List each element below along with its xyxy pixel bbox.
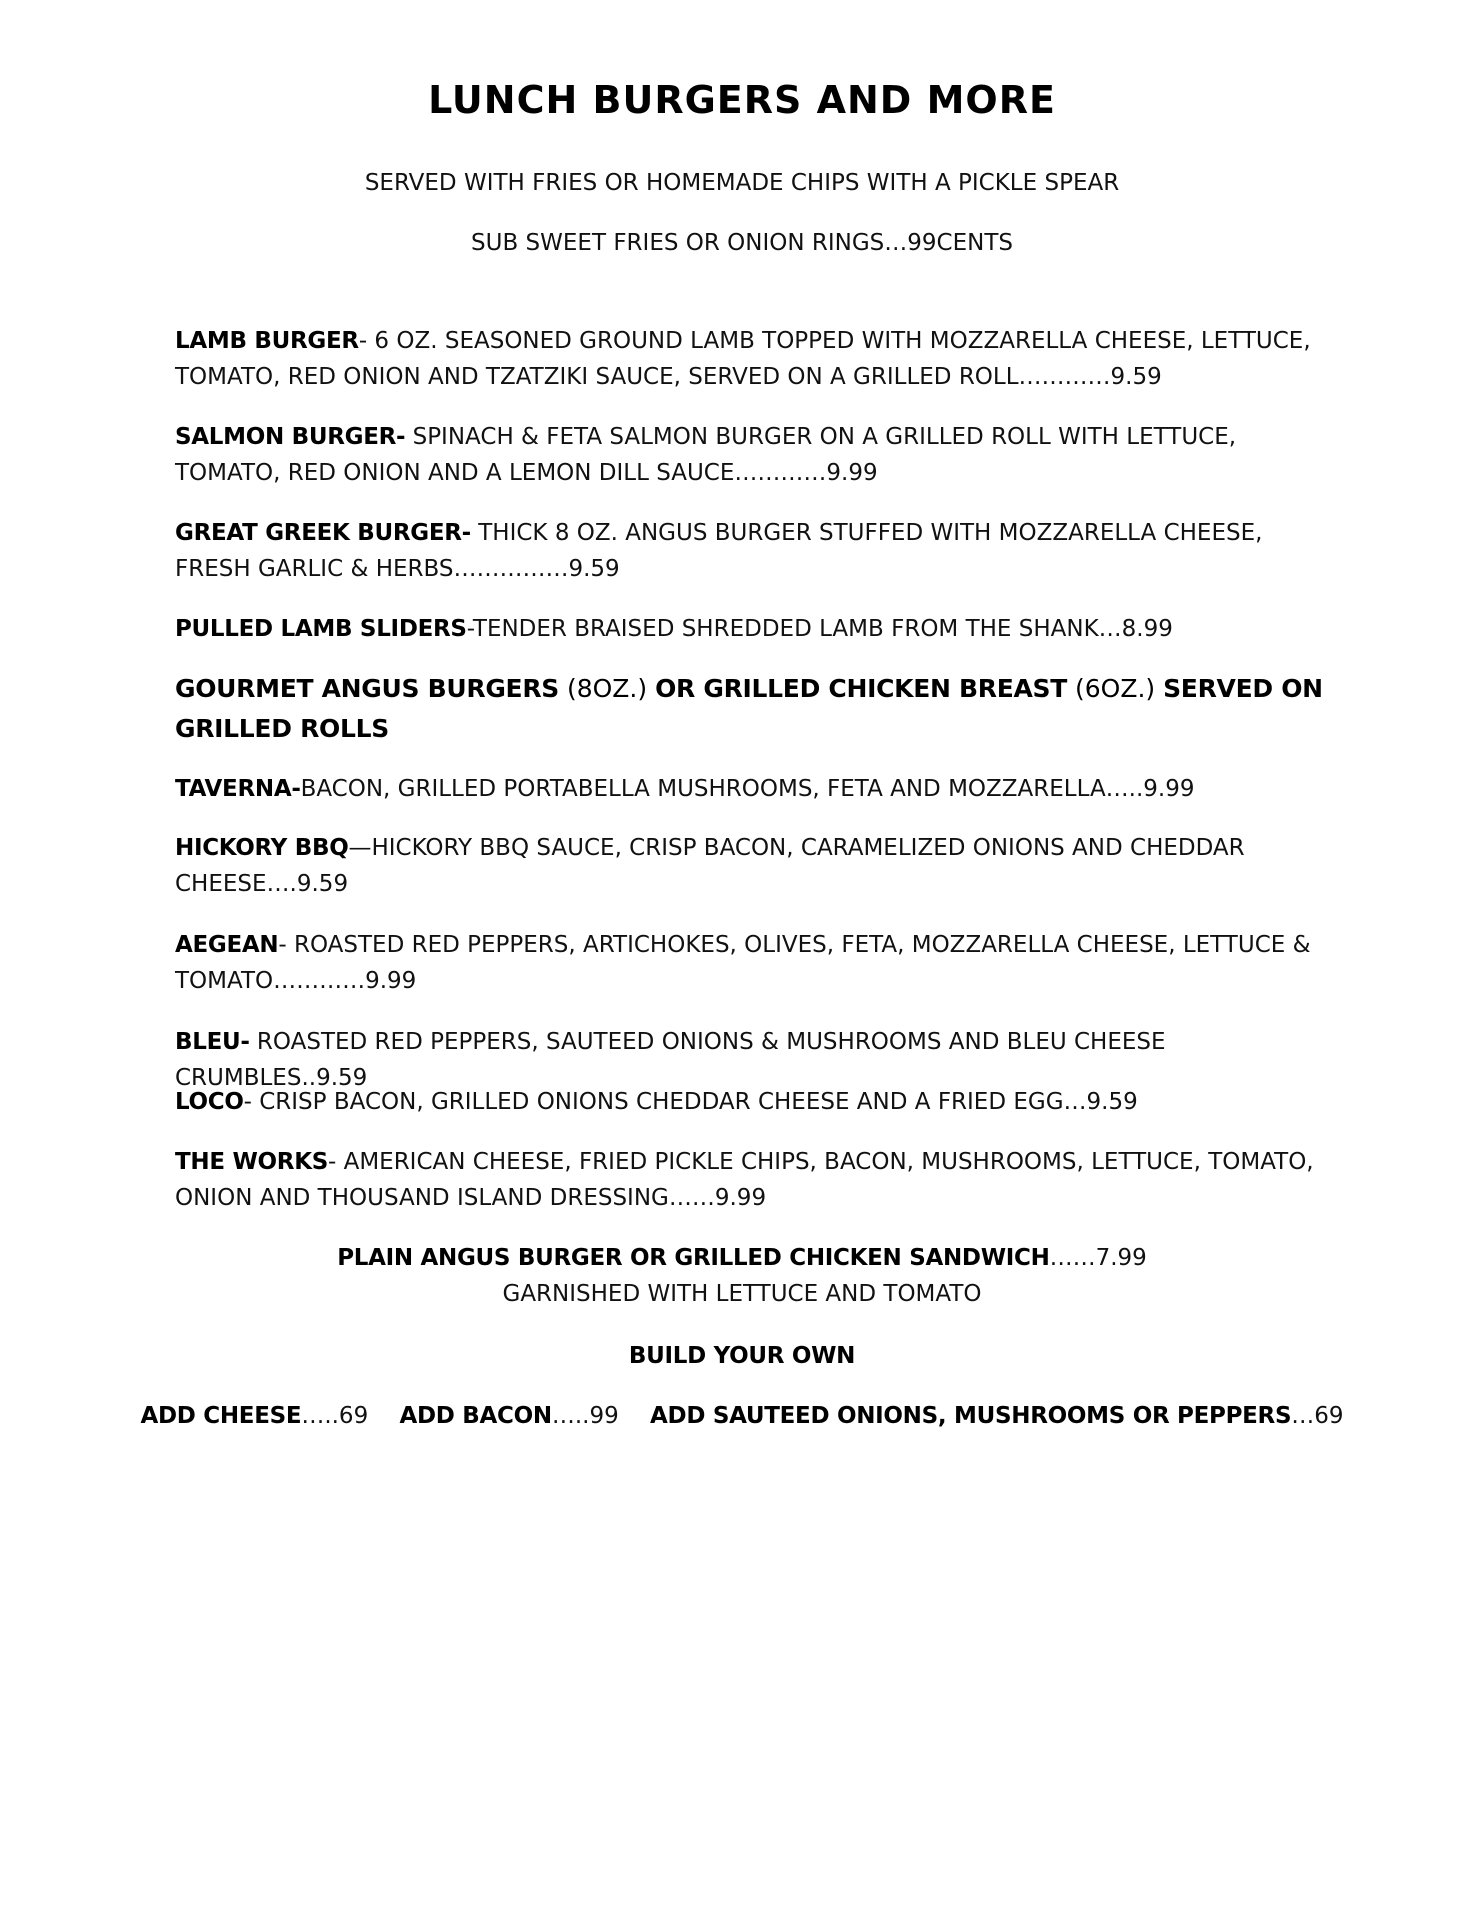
item-description: SPINACH & FETA SALMON BURGER ON A GRILLED ROLL WITH LETTUCE, TOMATO, RED ONION AND A LEMON DILL SAUCE…………9.99 xyxy=(175,424,1237,486)
addon-price: …..69 xyxy=(301,1403,369,1429)
item-description: —HICKORY BBQ SAUCE, CRISP BACON, CARAMELIZED ONIONS AND CHEDDAR CHEESE….9.59 xyxy=(175,835,1245,897)
item-name: HICKORY BBQ xyxy=(175,835,349,861)
heading-part: OR GRILLED CHICKEN BREAST xyxy=(655,674,1068,703)
menu-item-lamb-burger xyxy=(175,323,1325,395)
menu-item-hickory-bbq xyxy=(175,830,1325,902)
item-description: ROASTED RED PEPPERS, SAUTEED ONIONS & MUSHROOMS AND BLEU CHEESE CRUMBLES..9.59 xyxy=(175,1029,1166,1091)
addon-price: …69 xyxy=(1291,1403,1344,1429)
menu-item-the-works xyxy=(175,1144,1325,1216)
addon-name: ADD SAUTEED ONIONS, MUSHROOMS OR PEPPERS xyxy=(650,1403,1292,1429)
plain-burger-block xyxy=(0,1240,1484,1312)
page-title: LUNCH BURGERS AND MORE xyxy=(428,78,1056,122)
plain-burger-price: ……7.99 xyxy=(1049,1245,1147,1271)
menu-item-salmon-burger xyxy=(175,419,1325,491)
addon-sauteed xyxy=(650,1403,1343,1429)
item-name: SALMON BURGER- xyxy=(175,424,406,450)
menu-item-loco xyxy=(175,1084,1325,1120)
heading-part: (8OZ.) xyxy=(559,674,656,703)
section-heading-gourmet xyxy=(175,669,1325,749)
heading-part: GOURMET ANGUS BURGERS xyxy=(175,674,559,703)
item-name: LAMB BURGER xyxy=(175,328,359,354)
menu-item-great-greek-burger xyxy=(175,515,1325,587)
addon-price: …..99 xyxy=(551,1403,619,1429)
heading-part: SERVED ON GRILLED ROLLS xyxy=(175,674,1323,743)
item-name: THE WORKS xyxy=(175,1149,328,1175)
addon-name: ADD BACON xyxy=(399,1403,552,1429)
build-your-own-label: BUILD YOUR OWN xyxy=(628,1343,856,1369)
menu-item-pulled-lamb-sliders xyxy=(175,611,1325,647)
subtitle-substitution: SUB SWEET FRIES OR ONION RINGS…99CENTS xyxy=(471,230,1013,256)
item-description: BACON, GRILLED PORTABELLA MUSHROOMS, FETA AND MOZZARELLA…..9.99 xyxy=(300,776,1195,802)
plain-burger-line xyxy=(0,1240,1484,1276)
item-description: - AMERICAN CHEESE, FRIED PICKLE CHIPS, BACON, MUSHROOMS, LETTUCE, TOMATO, ONION AND THOUSAND ISLAND DRESSING……9.99 xyxy=(175,1149,1314,1211)
plain-burger-garnish: GARNISHED WITH LETTUCE AND TOMATO xyxy=(502,1281,982,1307)
item-description: THICK 8 OZ. ANGUS BURGER STUFFED WITH MOZZARELLA CHEESE, FRESH GARLIC & HERBS……………9.59 xyxy=(175,520,1263,582)
item-name: GREAT GREEK BURGER- xyxy=(175,520,471,546)
addons-line xyxy=(0,1398,1484,1434)
addon-bacon xyxy=(400,1403,619,1429)
item-name: BLEU- xyxy=(175,1029,250,1055)
item-name: LOCO xyxy=(175,1089,244,1115)
plain-burger-name: PLAIN ANGUS BURGER OR GRILLED CHICKEN SANDWICH xyxy=(337,1245,1050,1271)
menu-item-taverna xyxy=(175,771,1325,807)
item-description: - CRISP BACON, GRILLED ONIONS CHEDDAR CHEESE AND A FRIED EGG…9.59 xyxy=(243,1089,1138,1115)
item-description: -TENDER BRAISED SHREDDED LAMB FROM THE SHANK…8.99 xyxy=(466,616,1173,642)
item-name: TAVERNA- xyxy=(175,776,301,802)
heading-part: (6OZ.) xyxy=(1067,674,1164,703)
item-description: - 6 OZ. SEASONED GROUND LAMB TOPPED WITH MOZZARELLA CHEESE, LETTUCE, TOMATO, RED ONION AND TZATZIKI SAUCE, SERVED ON A GRILLED ROLL…………9.59 xyxy=(175,328,1311,390)
build-your-own-heading xyxy=(0,1338,1484,1374)
addon-cheese xyxy=(140,1403,368,1429)
menu-item-aegean xyxy=(175,927,1325,999)
item-name: AEGEAN xyxy=(175,932,279,958)
item-name: PULLED LAMB SLIDERS xyxy=(175,616,467,642)
addon-name: ADD CHEESE xyxy=(140,1403,302,1429)
item-description: - ROASTED RED PEPPERS, ARTICHOKES, OLIVES, FETA, MOZZARELLA CHEESE, LETTUCE & TOMATO…………9.99 xyxy=(175,932,1311,994)
subtitle-sides: SERVED WITH FRIES OR HOMEMADE CHIPS WITH A PICKLE SPEAR xyxy=(364,170,1120,196)
